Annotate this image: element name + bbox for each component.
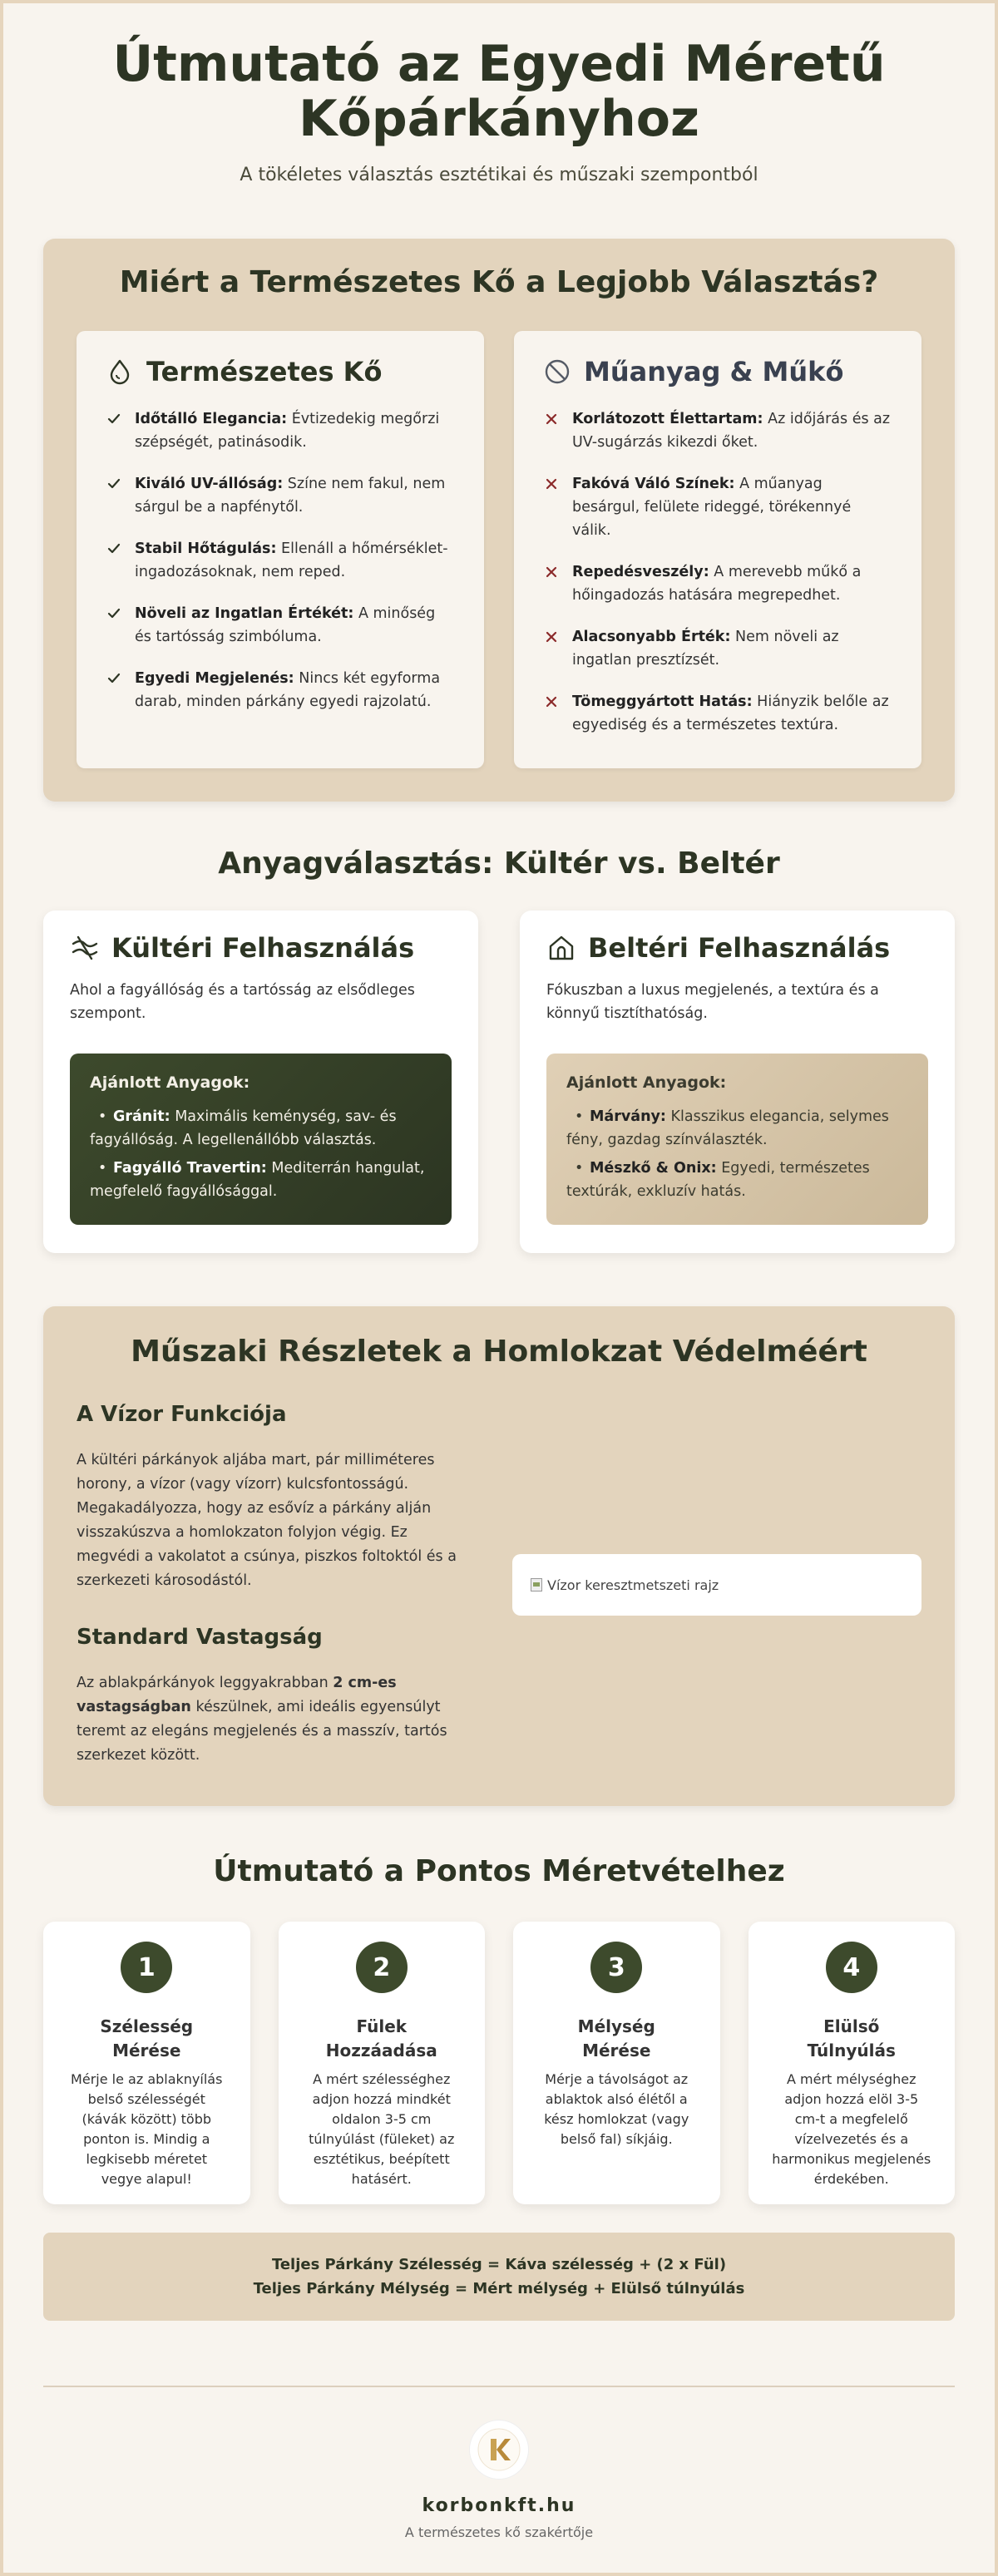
indoor-card-header [546,932,928,964]
feature-label: Egyedi Megjelenés: [135,670,294,687]
comparison-row [77,331,921,768]
drip-edge-title: A Vízor Funkciója [77,1402,287,1427]
cross-icon [542,625,561,649]
step-text: Mérje le az ablaknyílás belső szélességét (kávák között) több ponton is. Mindig a legkisebb méretet vegye alapul! [71,2071,223,2187]
artificial-feature-item [542,407,893,454]
step-title: Elülső Túlnyúlás [807,2016,896,2060]
broken-image-icon [531,1578,542,1591]
technical-details-section [43,1306,955,1806]
feature-text: Színe nem fakul, nem sárgul be a napfénytől. [135,476,446,516]
artificial-feature-list [542,407,893,737]
measurement-step-card [748,1922,956,2204]
material-name: Gránit: [113,1108,170,1125]
formula-depth: Teljes Párkány Mélység = Mért mélység + Elülső túlnyúlás [253,2280,745,2297]
cross-icon [542,690,561,713]
page-title: Útmutató az Egyedi Méretű Kőpárkányhoz [112,35,886,148]
tech-text-column [77,1402,467,1768]
drip-edge-diagram-image [512,1554,921,1616]
cross-icon [542,407,561,431]
formula-box [43,2233,955,2321]
feature-label: Korlátozott Élettartam: [572,411,763,427]
measurement-guide-section [43,1854,955,2321]
natural-feature-item [105,407,456,454]
feature-label: Stabil Hőtágulás: [135,540,277,557]
thickness-text: Az ablakpárkányok leggyakrabban 2 cm-es vastagságban készülnek, ami ideális egyensúlyt teremt az elegáns megjelenés és a masszív, tartós szerkezet között. [77,1675,447,1764]
natural-feature-item [105,602,456,649]
artificial-feature-item [542,560,893,607]
page-subtitle: A tökéletes választás esztétikai és műszaki szempontból [240,165,758,185]
feature-text: Nem növeli az ingatlan presztízsét. [572,629,839,669]
natural-card-title: Természetes Kő [146,356,383,387]
feature-text: Ellenáll a hőmérséklet-ingadozásoknak, nem reped. [135,540,448,580]
hero-header [3,3,995,185]
material-text: Mediterrán hangulat, megfelelő fagyállósággal. [90,1160,425,1200]
indoor-material-list [566,1105,908,1203]
outdoor-card [43,910,478,1253]
measurement-step-card [43,1922,250,2204]
step-text: Mérje a távolságot az ablaktok alsó élétől a kész homlokzat (vagy belső fal) síkjáig. [544,2071,689,2147]
step-title: Fülek Hozzáadása [325,2016,437,2060]
step-title: Mélység Mérése [577,2016,655,2060]
feature-label: Tömeggyártott Hatás: [572,693,753,710]
check-icon [105,472,123,496]
why-natural-stone-section [43,239,955,802]
artificial-stone-card [514,331,921,768]
feature-label: Alacsonyabb Érték: [572,629,731,645]
cross-icon [542,560,561,584]
brand-name[interactable]: korbonkft.hu [422,2495,576,2516]
feature-label: Növeli az Ingatlan Értékét: [135,605,354,622]
material-item [566,1105,908,1152]
material-text: Maximális keménység, sav- és fagyállóság. A legellenállóbb választás. [90,1108,397,1148]
feature-label: Fakóvá Váló Színek: [572,476,735,492]
material-item [90,1157,432,1203]
artificial-card-title: Műanyag & Műkő [584,356,844,387]
material-text: Klasszikus elegancia, selymes fény, gazdag színválaszték. [566,1108,889,1148]
natural-feature-list [105,407,456,713]
step-number: 2 [356,1942,408,1993]
outdoor-recommended-box [70,1054,452,1225]
check-icon [105,667,123,690]
natural-card-header [105,356,456,387]
artificial-feature-item [542,472,893,542]
tech-section-title: Műszaki Részletek a Homlokzat Védelméért [131,1335,867,1369]
measure-section-title: Útmutató a Pontos Méretvételhez [213,1854,785,1888]
feature-text: A műanyag besárgul, felülete rideggé, törékennyé válik. [572,476,852,539]
materials-row [43,910,955,1253]
feature-text: Az időjárás és az UV-sugárzás kikezdi őket. [572,411,891,451]
drip-edge-text: A kültéri párkányok aljába mart, pár milliméteres horony, a vízor (vagy vízorr) kulcsfontosságú. Megakadályozza, hogy az esővíz a párkány alján visszakúszva a homlokzaton folyjon végig. Ez megvédi a vakolatot a csúnya, piszkos foltoktól és a szerkezeti károsodástól. [77,1452,457,1589]
natural-feature-item [105,472,456,519]
artificial-feature-item [542,690,893,737]
step-text: A mért szélességhez adjon hozzá mindkét oldalon 3-5 cm túlnyúlást (füleket) az esztétikus, beépített hatásért. [309,2071,455,2187]
natural-stone-card [77,331,484,768]
feature-label: Kiváló UV-állóság: [135,476,284,492]
footer [43,2386,955,2540]
indoor-card [520,910,955,1253]
outdoor-card-header [70,932,452,964]
drop-icon [105,357,135,387]
natural-feature-item [105,537,456,584]
outdoor-description: Ahol a fagyállóság és a tartósság az elsődleges szempont. [70,982,415,1022]
step-text: A mért mélységhez adjon hozzá elöl 3-5 cm-t a megfelelő vízelvezetés és a harmonikus megjelenés érdekében. [772,2071,931,2187]
indoor-description: Fókuszban a luxus megjelenés, a textúra és a könnyű tisztíthatóság. [546,982,879,1022]
material-item [566,1157,908,1203]
feature-text: Évtizedekig megőrzi szépségét, patinásodik. [135,411,440,451]
brand-logo [470,2421,528,2479]
outdoor-recommended-title: Ajánlott Anyagok: [90,1073,250,1092]
step-number: 4 [826,1942,877,1993]
measurement-step-card [513,1922,720,2204]
feature-text: Nincs két egyforma darab, minden párkány egyedi rajzolatú. [135,670,441,710]
outdoor-card-title: Kültéri Felhasználás [111,932,415,964]
ban-icon [542,357,572,387]
feature-label: Repedésveszély: [572,564,709,580]
step-title: Szélesség Mérése [100,2016,194,2060]
outdoor-material-list [90,1105,432,1203]
thickness-highlight: 2 cm-es vastagságban [77,1675,397,1715]
materials-section-title: Anyagválasztás: Kültér vs. Beltér [218,846,780,881]
indoor-recommended-title: Ajánlott Anyagok: [566,1073,727,1092]
cross-icon [542,472,561,496]
measurement-step-card [279,1922,486,2204]
why-section-title: Miért a Természetes Kő a Legjobb Választás? [119,265,879,299]
material-name: Márvány: [590,1108,666,1125]
artificial-feature-item [542,625,893,672]
materials-section [43,846,955,1253]
thickness-title: Standard Vastagság [77,1625,323,1650]
image-alt-text: Vízor keresztmetszeti rajz [547,1577,719,1593]
check-icon [105,602,123,625]
artificial-card-header [542,356,893,387]
step-number: 3 [590,1942,642,1993]
formula-width: Teljes Párkány Szélesség = Káva szélesség + (2 x Fül) [271,2256,727,2273]
material-name: Fagyálló Travertin: [113,1160,267,1177]
feature-label: Időtálló Elegancia: [135,411,288,427]
feature-text: A minőség és tartósság szimbóluma. [135,605,436,645]
home-icon [546,933,576,963]
material-text: Egyedi, természetes textúrák, exkluzív hatás. [566,1160,870,1200]
feature-text: Hiányzik belőle az egyediség és a természetes textúra. [572,693,889,733]
check-icon [105,407,123,431]
brand-tagline: A természetes kő szakértője [404,2524,594,2540]
natural-feature-item [105,667,456,713]
wind-icon [70,933,100,963]
measurement-steps [43,1922,955,2204]
material-item [90,1105,432,1152]
indoor-recommended-box [546,1054,928,1225]
material-name: Mészkő & Onix: [590,1160,717,1177]
feature-text: A merevebb műkő a hőingadozás hatására megrepedhet. [572,564,862,604]
check-icon [105,537,123,560]
tech-row [77,1402,921,1768]
logo-k-icon [477,2427,521,2472]
indoor-card-title: Beltéri Felhasználás [588,932,891,964]
step-number: 1 [121,1942,172,1993]
